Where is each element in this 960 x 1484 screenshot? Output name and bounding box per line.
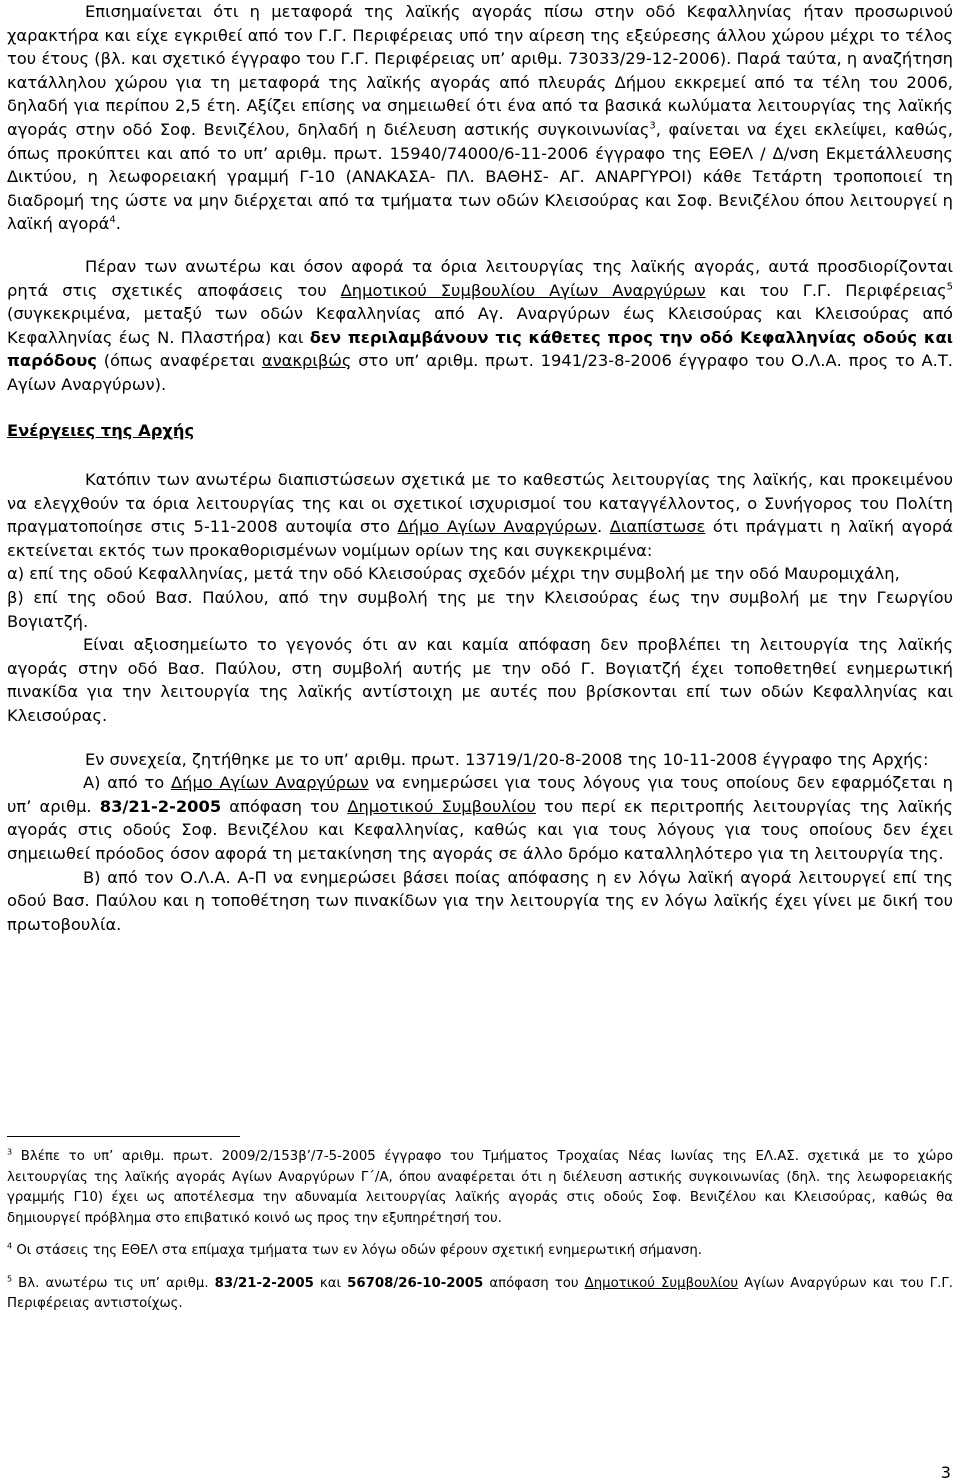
text: (όπως αναφέρεται bbox=[96, 351, 262, 371]
footnote bbox=[7, 1147, 953, 1229]
text: στο υπ’ αριθμ. πρωτ. 1941/23-8-2006 έγγραφο του Ο.Λ.Α. προς το Α.Τ. Αγίων Αναργύρων). bbox=[7, 351, 953, 394]
paragraph bbox=[7, 468, 953, 562]
bold-text: δεν περιλαμβάνουν τις κάθετες προς την οδό Κεφαλληνίας οδούς και παρόδους bbox=[7, 327, 953, 371]
text: , φαίνεται να έχει εκλείψει, καθώς, όπως προκύπτει και από το υπ’ αριθμ. πρωτ. 15940/74000/6-11-2006 έγγραφο της ΕΘΕΛ / Δ/νση Εκμετάλλευσης Δικτύου, η λεωφορειακή γραμμή Γ-10 (ΑΝΑΚΑΣΑ- ΠΛ. ΒΑΘΗΣ- ΑΓ. ΑΝΑΡΓΥΡΟΙ) κάθε Τετάρτη τροποποιεί τη διαδρομή της ώστε να μην διέρχεται από τα τμήματα των οδών Κλεισούρας και Σοφ. Βενιζέλου όπου λειτουργεί η λαϊκή αγορά bbox=[7, 119, 953, 234]
footnote-number: 4 bbox=[7, 1241, 13, 1251]
footnote-separator bbox=[7, 1136, 240, 1137]
paragraph bbox=[7, 771, 953, 865]
underlined-text: Δημοτικού Συμβουλίου bbox=[584, 1275, 739, 1291]
text: . bbox=[115, 214, 121, 234]
text: του περί εκ περιτροπής λειτουργίας της λαϊκής αγοράς στις οδούς Σοφ. Βενιζέλου και Κεφαλληνίας, καθώς και για τους λόγους για τους οποίους δεν έχει σημειωθεί πρόοδος όσον αφορά τη μετακίνηση της αγοράς σε άλλο δρόμο καταλληλότερο για τη λειτουργία της. bbox=[7, 796, 953, 863]
underlined-text: Διαπίστωσε bbox=[609, 517, 706, 537]
section-heading: Ενέργειες της Αρχής bbox=[7, 420, 195, 440]
list-item: β) επί της οδού Βασ. Παύλου, από την συμβολή της με την Κλεισούρας έως την συμβολή με την Γεωργίου Βογιατζή. bbox=[7, 588, 953, 631]
paragraph: Είναι αξιοσημείωτο το γεγονός ότι αν και καμία απόφαση δεν προβλέπει τη λειτουργία της λαϊκής αγοράς στην οδό Βασ. Παύλου, στη συμβολή αυτής με την οδό Γ. Βογιατζή έχει τοποθετηθεί ενημερωτική πινακίδα για την λειτουργία της λαϊκής αντίστοιχη με αυτές που βρίσκονται επί των οδών Κεφαλληνίας και Κλεισούρας. bbox=[7, 635, 953, 726]
footnote-number: 3 bbox=[7, 1147, 13, 1157]
footnote-text: Βλ. ανωτέρω τις υπ’ αριθμ. bbox=[12, 1275, 215, 1291]
list-item: α) επί της οδού Κεφαλληνίας, μετά την οδό Κλεισούρας σχεδόν μέχρι την συμβολή με την οδό Μαυρομιχάλη, bbox=[7, 564, 900, 584]
footnote-text: Οι στάσεις της ΕΘΕΛ στα επίμαχα τμήματα των εν λόγω οδών φέρουν σχετική ενημερωτική σήμανση. bbox=[12, 1243, 702, 1258]
footnotes bbox=[7, 1136, 953, 1315]
footnote-text: απόφαση του bbox=[483, 1275, 585, 1291]
document-body bbox=[7, 0, 953, 936]
footnote bbox=[7, 1241, 953, 1262]
footnote-number: 5 bbox=[7, 1274, 13, 1284]
footnote-text: και bbox=[313, 1275, 348, 1291]
text: Επισημαίνεται ότι η μεταφορά της λαϊκής αγοράς πίσω στην οδό Κεφαλληνίας ήταν προσωρινού χαρακτήρα και είχε εγκριθεί από τον Γ.Γ. Περιφέρειας υπό την αίρεση της εξεύρεσης άλλου χώρου μέχρι το τέλος του έτους (βλ. και σχετικό έγγραφο του Γ.Γ. Περιφέρειας υπ’ αριθμ. 73033/29-12-2006). Παρά ταύτα, η αναζήτηση κατάλληλου χώρου για τη μεταφορά της λαϊκής αγοράς από πλευράς Δήμου εκκρεμεί από τα τέλη του 2006, δηλαδή για περίπου 2,5 έτη. Αξίζει επίσης να σημειωθεί ότι ένα από τα βασικά κωλύματα λειτουργίας της λαϊκής αγοράς στην οδό Σοφ. Βενιζέλου, δηλαδή η διέλευση αστικής συγκοινωνίας bbox=[7, 2, 953, 139]
bold-text: 56708/26-10-2005 bbox=[347, 1275, 484, 1291]
underlined-text: Δημοτικού Συμβουλίου Αγίων Αναργύρων bbox=[340, 280, 706, 300]
text: και του Γ.Γ. Περιφέρειας bbox=[705, 280, 947, 300]
footnote-ref: 4 bbox=[109, 214, 116, 226]
text: ότι πράγματι η λαϊκή αγορά εκτείνεται εκτός των προκαθορισμένων νομίμων ορίων της και συγκεκριμένα: bbox=[7, 517, 953, 560]
paragraph bbox=[7, 255, 953, 397]
paragraph: Β) από τον Ο.Λ.Α. Α-Π να ενημερώσει βάσει ποίας απόφασης η εν λόγω λαϊκή αγορά λειτουργεί επί της οδού Βασ. Παύλου και η τοποθέτηση των πινακίδων για την λειτουργία της εν λόγω λαϊκής έχει γίνει με δική του πρωτοβουλία. bbox=[7, 867, 953, 934]
underlined-text: Δήμο Αγίων Αναργύρων bbox=[397, 517, 597, 537]
underlined-text: Δημοτικού Συμβουλίου bbox=[347, 796, 536, 816]
paragraph bbox=[7, 0, 953, 236]
text: απόφαση του bbox=[221, 796, 348, 816]
footnote-text: Αγίων Αναργύρων και του Γ.Γ. Περιφέρειας αντιστοίχως. bbox=[7, 1275, 953, 1311]
text: Κατόπιν των ανωτέρω διαπιστώσεων σχετικά με το καθεστώς λειτουργίας της λαϊκής, και προκειμένου να ελεγχθούν τα όρια λειτουργίας της και οι σχετικοί ισχυρισμοί του καταγγέλλοντος, ο Συνήγορος του Πολίτη πραγματοποίησε στις 5-11-2008 αυτοψία στο bbox=[7, 470, 953, 537]
text: (συγκεκριμένα, μεταξύ των οδών Κεφαλληνίας από Αγ. Αναργύρων έως Κλεισούρας και Κλεισούρας από Κεφαλληνίας έως Ν. Πλαστήρα) και bbox=[7, 304, 953, 347]
underlined-text: Δήμο Αγίων Αναργύρων bbox=[170, 773, 369, 793]
footnote bbox=[7, 1274, 953, 1315]
underlined-text: ανακριβώς bbox=[261, 351, 352, 371]
text: να ενημερώσει για τους λόγους για τους οποίους δεν εφαρμόζεται η υπ’ αριθμ. bbox=[7, 773, 953, 816]
text: Α) από το bbox=[83, 773, 171, 793]
footnote-ref: 3 bbox=[649, 120, 656, 132]
text: . bbox=[596, 517, 610, 537]
footnote-text: Βλέπε το υπ’ αριθμ. πρωτ. 2009/2/153β’/7-5-2005 έγγραφο του Τμήματος Τροχαίας Νέας Ιωνίας της ΕΛ.ΑΣ. σχετικά με το χώρο λειτουργίας της λαϊκής αγοράς Αγίων Αναργύρων Γ΄/Α, όπου αναφέρεται ότι η διέλευση αστικής συγκοινωνίας (δηλ. της λεωφορειακής γραμμής Γ10) έχει ως αποτέλεσμα την αδυναμία λειτουργίας λαϊκής αγοράς στις οδούς Σοφ. Βενιζέλου και Κλεισούρας, καθώς θα δημιουργεί πρόβλημα στο επιβατικό κοινό ως προς την εξυπηρέτησή του. bbox=[7, 1149, 953, 1226]
bold-text: 83/21-2-2005 bbox=[99, 796, 222, 816]
page-number: 3 bbox=[940, 1463, 951, 1482]
text: Πέραν των ανωτέρω και όσον αφορά τα όρια λειτουργίας της λαϊκής αγοράς, αυτά προσδιορίζονται ρητά στις σχετικές αποφάσεις του bbox=[7, 256, 953, 300]
footnote-ref: 5 bbox=[946, 281, 954, 293]
bold-text: 83/21-2-2005 bbox=[214, 1275, 314, 1291]
paragraph: Εν συνεχεία, ζητήθηκε με το υπ’ αριθμ. πρωτ. 13719/1/20-8-2008 της 10-11-2008 έγγραφο της Αρχής: bbox=[85, 749, 929, 769]
